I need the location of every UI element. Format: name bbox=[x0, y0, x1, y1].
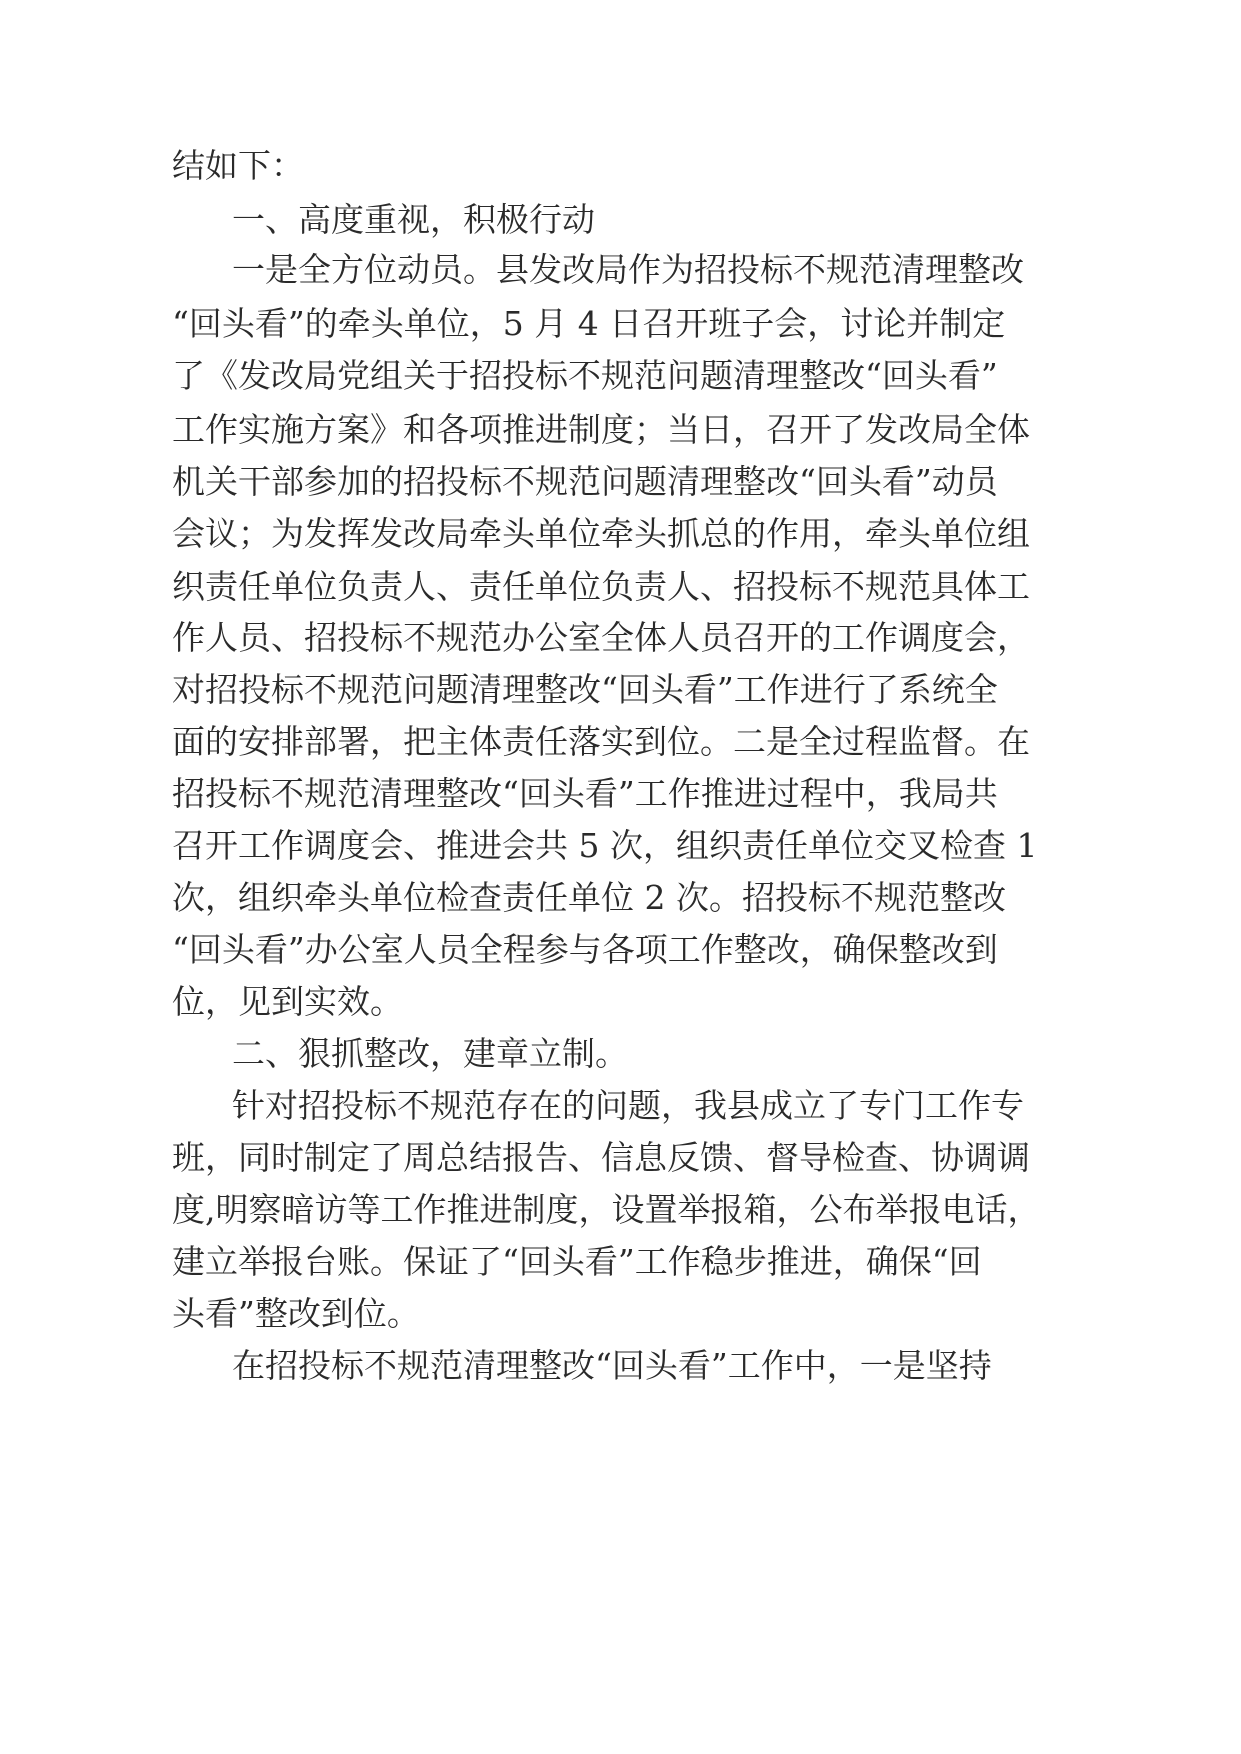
body-text-line: 机关干部参加的招投标不规范问题清理整改“回头看”动员 bbox=[172, 462, 998, 501]
body-text-line: 了《发改局党组关于招投标不规范问题清理整改“回头看” bbox=[172, 356, 998, 395]
body-text-line: 针对招投标不规范存在的问题，我县成立了专门工作专 bbox=[232, 1086, 1024, 1125]
body-text-line: “回头看”的牵头单位，5 月 4 日召开班子会，讨论并制定 bbox=[172, 304, 1006, 343]
body-text-line: 织责任单位负责人、责任单位负责人、招投标不规范具体工 bbox=[172, 567, 1030, 606]
body-text-line: 对招投标不规范问题清理整改“回头看”工作进行了系统全 bbox=[172, 670, 998, 709]
body-text-line: 工作实施方案》和各项推进制度；当日，召开了发改局全体 bbox=[172, 410, 1030, 449]
section-heading: 一、高度重视，积极行动 bbox=[232, 200, 595, 239]
body-text-line: 头看”整改到位。 bbox=[172, 1294, 420, 1333]
body-text-line: 结如下： bbox=[172, 146, 304, 185]
body-text-line: 一是全方位动员。县发改局作为招投标不规范清理整改 bbox=[232, 250, 1024, 289]
body-text-line: 面的安排部署，把主体责任落实到位。二是全过程监督。在 bbox=[172, 722, 1030, 761]
body-text-line: 班，同时制定了周总结报告、信息反馈、督导检查、协调调 bbox=[172, 1138, 1030, 1177]
body-text-line: 招投标不规范清理整改“回头看”工作推进过程中，我局共 bbox=[172, 774, 998, 813]
body-text-line: 位，见到实效。 bbox=[172, 982, 403, 1021]
section-heading: 二、狠抓整改，建章立制。 bbox=[232, 1034, 628, 1073]
body-text-line: 作人员、招投标不规范办公室全体人员召开的工作调度会， bbox=[172, 618, 1030, 657]
body-text-line: 建立举报台账。保证了“回头看”工作稳步推进，确保“回 bbox=[172, 1242, 982, 1281]
body-text-line: 度,明察暗访等工作推进制度，设置举报箱，公布举报电话， bbox=[172, 1190, 1041, 1229]
body-text-line: 召开工作调度会、推进会共 5 次，组织责任单位交叉检查 1 bbox=[172, 826, 1038, 865]
body-text-line: “回头看”办公室人员全程参与各项工作整改，确保整改到 bbox=[172, 930, 998, 969]
body-text-line: 次，组织牵头单位检查责任单位 2 次。招投标不规范整改 bbox=[172, 878, 1006, 917]
body-text-line: 在招投标不规范清理整改“回头看”工作中，一是坚持 bbox=[232, 1346, 992, 1385]
body-text-line: 会议；为发挥发改局牵头单位牵头抓总的作用，牵头单位组 bbox=[172, 514, 1030, 553]
